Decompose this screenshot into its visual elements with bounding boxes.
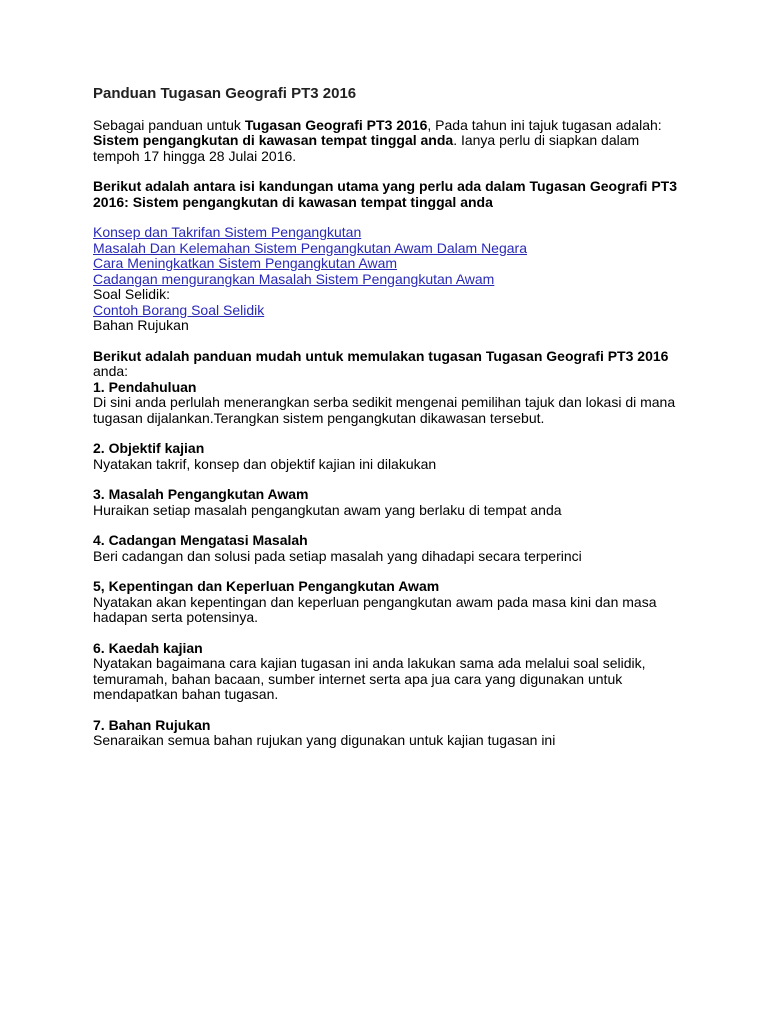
document-content <box>93 86 683 764</box>
document-title: Panduan Tugasan Geografi PT3 2016 <box>93 85 357 102</box>
section-bahan-rujukan <box>93 718 683 749</box>
section-heading: 6. Kaedah kajian <box>93 639 203 656</box>
section-body: Di sini anda perlulah menerangkan serba sedikit mengenai pemilihan tajuk dan lokasi di mana tugasan dijalankan.Terangkan sistem pengangkutan dikawasan tersebut. <box>93 394 676 426</box>
section-body: Huraikan setiap masalah pengangkutan awam yang berlaku di tempat anda <box>93 501 562 518</box>
section-objektif <box>93 441 683 472</box>
contents-link-list <box>93 225 683 334</box>
guide-heading <box>93 349 683 380</box>
intro-text-2: , Pada tahun ini tajuk tugasan adalah: <box>427 116 662 133</box>
link-masalah-kelemahan[interactable]: Masalah Dan Kelemahan Sistem Pengangkutan Awam Dalam Negara <box>93 239 527 256</box>
section-kaedah <box>93 641 683 703</box>
section-kepentingan <box>93 579 683 626</box>
section-heading: 4. Cadangan Mengatasi Masalah <box>93 532 308 548</box>
section-body: Senaraikan semua bahan rujukan yang digunakan untuk kajian tugasan ini <box>93 732 556 748</box>
section-heading: 7. Bahan Rujukan <box>93 716 211 733</box>
section-masalah <box>93 487 683 518</box>
intro-bold-assignment: Tugasan Geografi PT3 2016 <box>244 116 428 133</box>
section-heading: 2. Objektif kajian <box>93 440 205 456</box>
survey-line <box>93 287 683 318</box>
survey-label: Soal Selidik: <box>93 286 171 302</box>
link-cara-meningkatkan[interactable]: Cara Meningkatkan Sistem Pengangkutan Awam <box>93 255 398 271</box>
intro-text-3: . Ianya perlu di siapkan dalam tempoh 17 hingga 28 Julai 2016. <box>93 132 640 164</box>
link-borang-soal-selidik[interactable]: Contoh Borang Soal Selidik <box>93 301 265 318</box>
section-body: Nyatakan takrif, konsep dan objektif kajian ini dilakukan <box>93 455 437 472</box>
section-cadangan <box>93 533 683 564</box>
references-label: Bahan Rujukan <box>93 317 189 333</box>
section-body: Beri cadangan dan solusi pada setiap masalah yang dihadapi secara terperinci <box>93 547 582 564</box>
section-heading: 1. Pendahuluan <box>93 378 197 395</box>
guide-heading-rest: anda: <box>93 363 129 379</box>
section-body: Nyatakan bagaimana cara kajian tugasan ini anda lakukan sama ada melalui soal selidik, temuramah, bahan bacaan, sumber internet serta apa jua cara yang digunakan untuk mendapatkan bahan tugasan. <box>93 655 646 702</box>
guide-heading-bold: Berikut adalah panduan mudah untuk memulakan tugasan Tugasan Geografi PT3 2016 <box>93 347 669 364</box>
intro-text-1: Sebagai panduan untuk <box>93 116 245 133</box>
link-cadangan-mengurangkan[interactable]: Cadangan mengurangkan Masalah Sistem Pengangkutan Awam <box>93 270 495 287</box>
intro-bold-topic: Sistem pengangkutan di kawasan tempat tinggal anda <box>93 132 454 148</box>
section-heading: 3. Masalah Pengangkutan Awam <box>93 486 309 502</box>
intro-paragraph <box>93 118 683 165</box>
section-heading: 5, Kepentingan dan Keperluan Pengangkutan Awam <box>93 578 440 594</box>
section-pendahuluan <box>93 380 683 427</box>
link-konsep-takrifan[interactable]: Konsep dan Takrifan Sistem Pengangkutan <box>93 224 362 240</box>
contents-heading: Berikut adalah antara isi kandungan utama yang perlu ada dalam Tugasan Geografi PT3 2016: Sistem pengangkutan di kawasan tempat tinggal anda <box>93 178 678 210</box>
section-body: Nyatakan akan kepentingan dan keperluan pengangkutan awam pada masa kini dan masa hadapan serta potensinya. <box>93 593 657 625</box>
